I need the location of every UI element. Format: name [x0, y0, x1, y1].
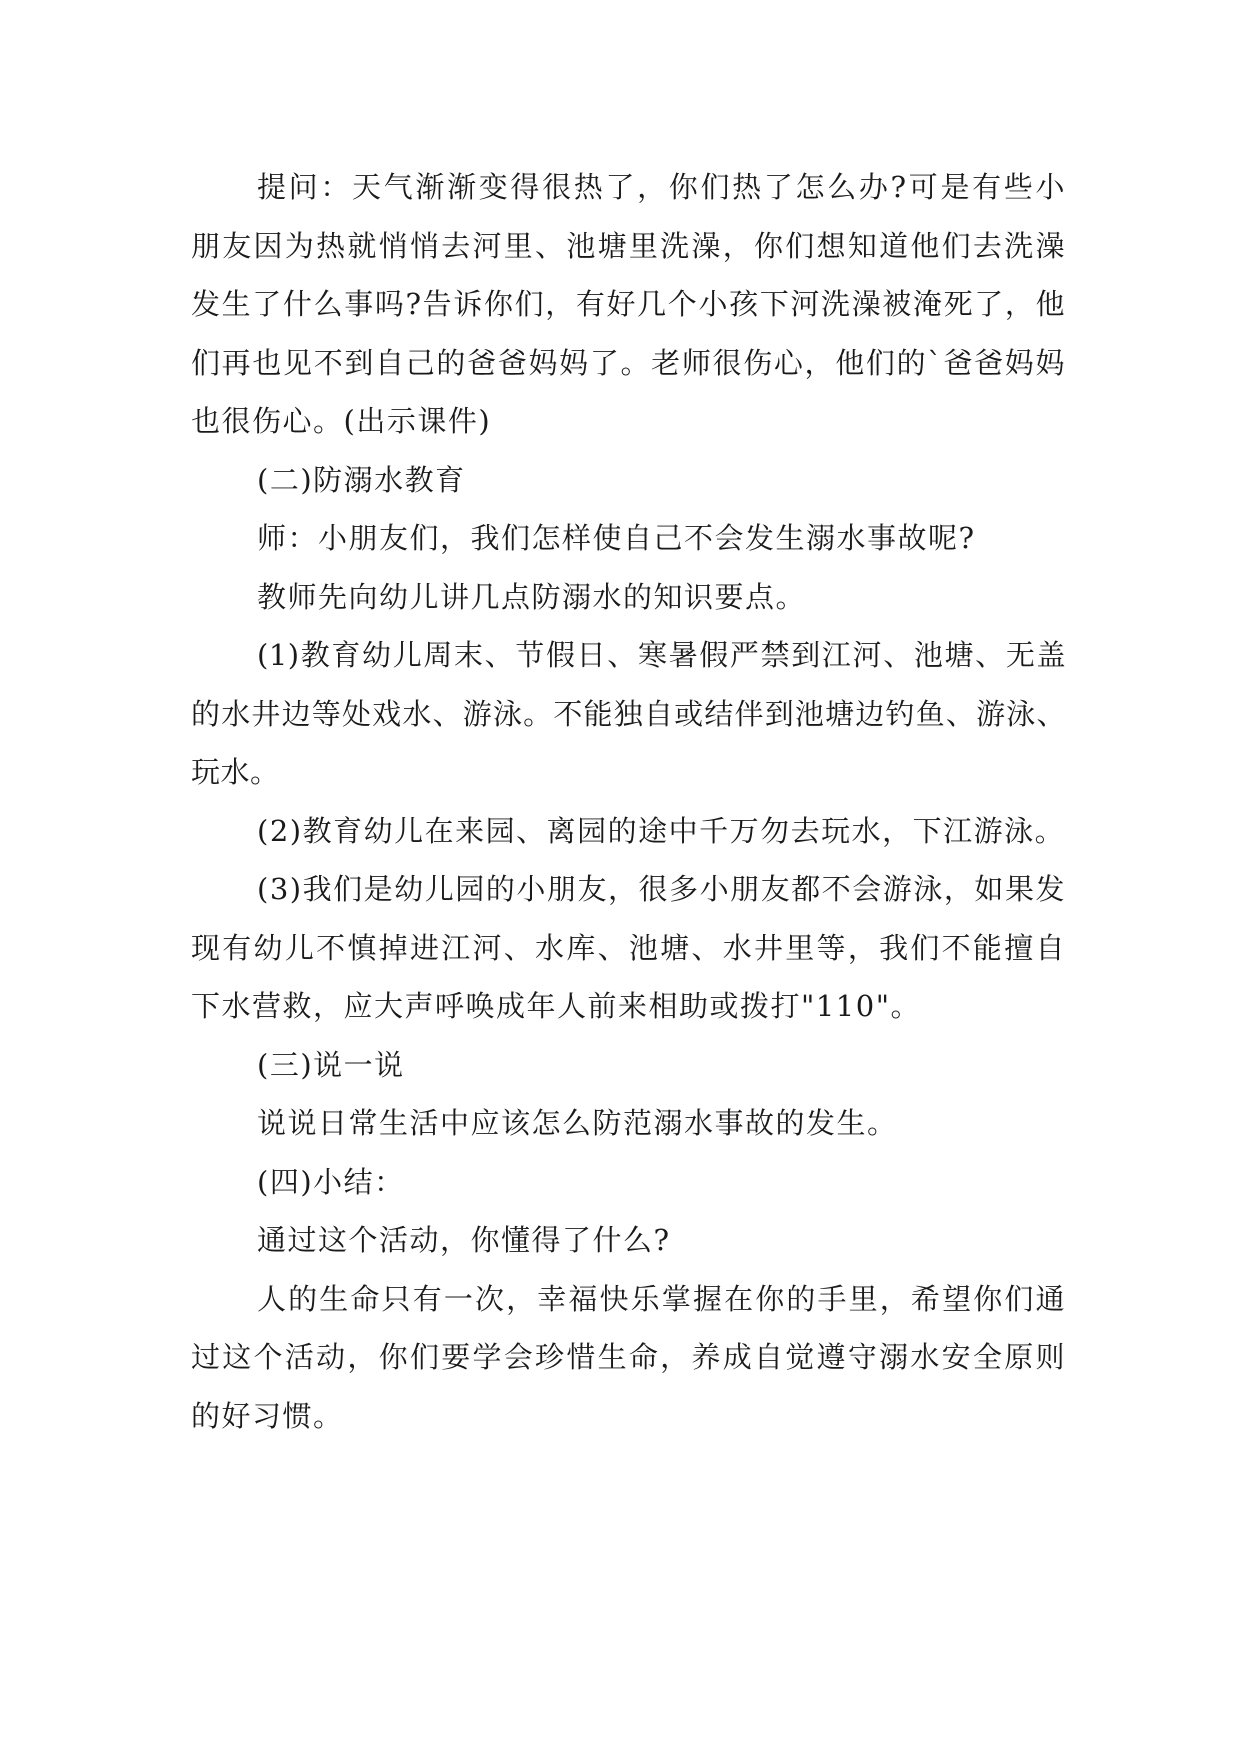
document-body	[191, 158, 1066, 1445]
paragraph-discussion: 说说日常生活中应该怎么防范溺水事故的发生。	[257, 1106, 898, 1140]
paragraph-point-3: (3)我们是幼儿园的小朋友，很多小朋友都不会游泳，如果发现有幼儿不慎掉进江河、水库、池塘、水井里等，我们不能擅自下水营救，应大声呼唤成年人前来相助或拨打"110"。	[191, 872, 1066, 1023]
paragraph-conclusion: 人的生命只有一次，幸福快乐掌握在你的手里，希望你们通过这个活动，你们要学会珍惜生命，养成自觉遵守溺水安全原则的好习惯。	[191, 1281, 1066, 1433]
paragraph-point-2: (2)教育幼儿在来园、离园的途中千万勿去玩水，下江游泳。	[257, 813, 1066, 848]
paragraph-key-points-intro: 教师先向幼儿讲几点防溺水的知识要点。	[257, 579, 807, 614]
paragraph-summary-question: 通过这个活动，你懂得了什么?	[257, 1223, 671, 1257]
paragraph-teacher-question: 师：小朋友们，我们怎样使自己不会发生溺水事故呢?	[257, 521, 976, 555]
heading-discussion: (三)说一说	[257, 1047, 405, 1082]
heading-drowning-education: (二)防溺水教育	[257, 462, 466, 497]
paragraph-point-1: (1)教育幼儿周末、节假日、寒暑假严禁到江河、池塘、无盖的水井边等处戏水、游泳。不能独自或结伴到池塘边钓鱼、游泳、玩水。	[191, 638, 1066, 789]
paragraph-question: 提问：天气渐渐变得很热了，你们热了怎么办?可是有些小朋友因为热就悄悄去河里、池塘里洗澡，你们想知道他们去洗澡发生了什么事吗?告诉你们，有好几个小孩下河洗澡被淹死了，他们再也见不到自己的爸爸妈妈了。老师很伤心，他们的`爸爸妈妈也很伤心。(出示课件)	[191, 170, 1066, 438]
heading-summary: (四)小结：	[257, 1164, 405, 1199]
